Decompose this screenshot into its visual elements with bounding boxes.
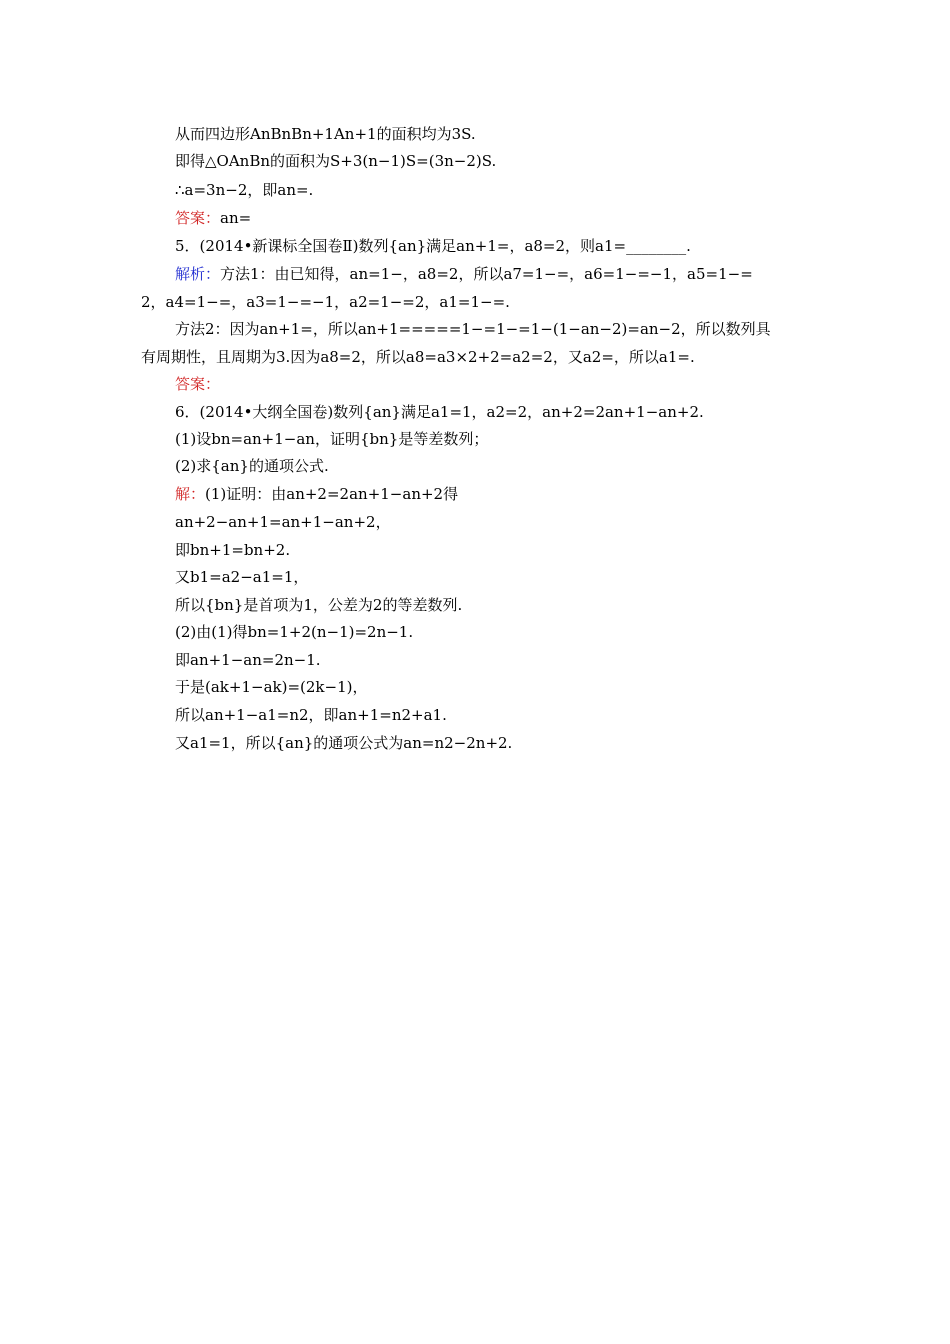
question-5: 5．(2014•新课标全国卷Ⅱ)数列{an}满足an+1=，a8=2，则a1=________. <box>175 237 691 255</box>
solution-6-line-3: 即bn+1=bn+2. <box>175 541 291 559</box>
solution-text: (1)证明：由an+2=2an+1−an+2得 <box>205 485 459 503</box>
answer-label: 答案： <box>175 209 221 227</box>
solution-6-line-1 <box>175 484 458 504</box>
method-2-line-1: 方法2：因为an+1=，所以an+1=====1−=1−=1−(1−an−2)=an−2，所以数列具 <box>175 320 771 338</box>
text-line-2: 即得△OAnBn的面积为S+3(n−1)S=(3n−2)S. <box>175 152 497 170</box>
text-line-3: ∴a=3n−2，即an=. <box>175 181 314 199</box>
solution-line-2: 2，a4=1−=，a3=1−=−1，a2=1−=2，a1=1−=. <box>141 293 510 311</box>
method-2-line-2: 有周期性，且周期为3.因为a8=2，所以a8=a3×2+2=a2=2，又a2=，所以a1=. <box>141 348 695 366</box>
question-6-part-1: (1)设bn=an+1−an，证明{bn}是等差数列； <box>175 430 489 448</box>
answer-line-2 <box>175 374 220 394</box>
solution-6-line-8: 于是(ak+1−ak)=(2k−1)， <box>175 678 368 696</box>
answer-text: an= <box>220 209 252 227</box>
solution-6-line-10: 又a1=1，所以{an}的通项公式为an=n2−2n+2. <box>175 734 513 752</box>
answer-label: 答案： <box>175 375 221 393</box>
solution-6-line-6: (2)由(1)得bn=1+2(n−1)=2n−1. <box>175 623 414 641</box>
text-line-1: 从而四边形AnBnBn+1An+1的面积均为3S. <box>175 125 476 143</box>
solution-6-line-2: an+2−an+1=an+1−an+2， <box>175 513 391 531</box>
solution-line-1 <box>175 264 753 284</box>
question-6: 6．(2014•大纲全国卷)数列{an}满足a1=1，a2=2，an+2=2an+1−an+2. <box>175 403 704 421</box>
solution-6-line-4: 又b1=a2−a1=1， <box>175 568 309 586</box>
solution-label: 解析： <box>175 265 221 283</box>
solution-6-line-7: 即an+1−an=2n−1. <box>175 651 321 669</box>
answer-line-1 <box>175 208 251 228</box>
solution-6-line-5: 所以{bn}是首项为1，公差为2的等差数列. <box>175 596 463 614</box>
solution-label: 解： <box>175 485 206 503</box>
question-6-part-2: (2)求{an}的通项公式. <box>175 457 329 475</box>
solution-text: 方法1：由已知得，an=1−，a8=2，所以a7=1−=，a6=1−=−1，a5=1−= <box>220 265 753 283</box>
solution-6-line-9: 所以an+1−a1=n2，即an+1=n2+a1. <box>175 706 447 724</box>
